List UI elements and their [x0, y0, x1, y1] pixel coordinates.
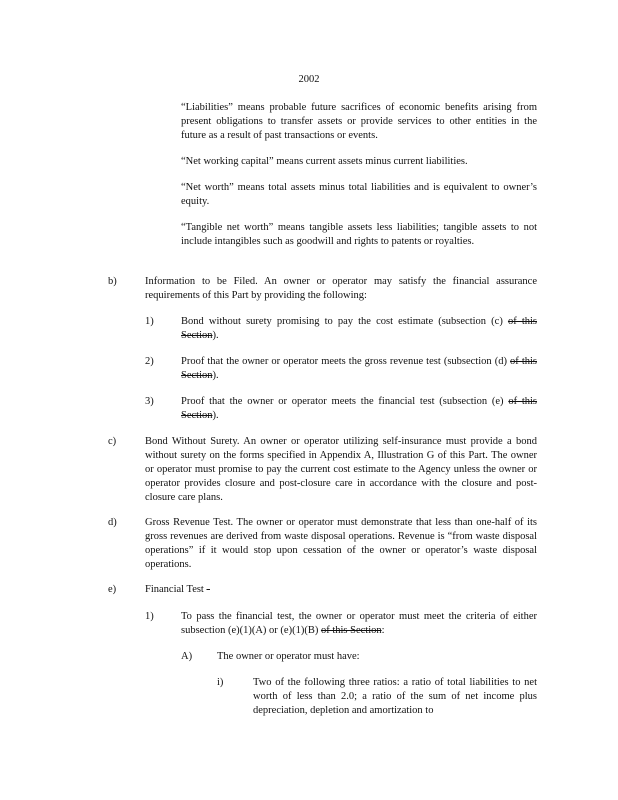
section-e-heading [145, 583, 537, 597]
section-b-item-3-label: 3) [145, 396, 154, 407]
page-number: 2002 [298, 74, 320, 85]
item-text: To pass the financial test, the owner or operator must meet the criteria of either subsection (e)(1)(A) or (e)(1)(B) [181, 611, 537, 636]
item-text-end: ). [212, 410, 219, 421]
section-b-item-1-label: 1) [145, 316, 154, 327]
struck-text: of this Section [181, 356, 537, 381]
section-e-item-i-label: i) [217, 677, 224, 688]
item-text: Proof that the owner or operator meets the gross revenue test (subsection (d) [181, 356, 507, 367]
definition-liabilities: “Liabilities” means probable future sacrifices of economic benefits arising from present obligations to transfer assets or provide services to other entities in the future as a result of past transactions or events. [181, 102, 537, 141]
section-b-item-1-text [181, 315, 537, 343]
section-e-item-a-text: The owner or operator must have: [217, 651, 360, 662]
section-b-text: Information to be Filed. An owner or operator may satisfy the financial assurance requirements of this Part by providing the following: [145, 276, 537, 301]
definition-net-worth: “Net worth” means total assets minus total liabilities and is equivalent to owner’s equity. [181, 182, 537, 207]
section-b-label: b) [108, 276, 117, 287]
section-c-label: c) [108, 436, 117, 447]
definition-net-working-capital: “Net working capital” means current assets minus current liabilities. [181, 156, 468, 167]
item-text-end: ). [212, 370, 219, 381]
section-e-item-1-text [181, 610, 537, 638]
item-text-end: : [381, 625, 385, 636]
struck-text: of this Section [181, 396, 538, 421]
definition-tangible-net-worth: “Tangible net worth” means tangible assets less liabilities; tangible assets to not include intangibles such as goodwill and rights to patents or royalties. [181, 222, 537, 247]
section-e-item-1-label: 1) [145, 611, 154, 622]
section-b-item-2-text [181, 355, 537, 383]
struck-text: of this Section [320, 625, 382, 636]
item-text: Bond without surety promising to pay the cost estimate (subsection (c) [181, 316, 503, 327]
item-text: Proof that the owner or operator meets the financial test (subsection (e) [181, 396, 504, 407]
section-e-heading-text: Financial Test [145, 584, 204, 595]
section-e-item-i-text: Two of the following three ratios: a ratio of total liabilities to net worth of less than 2.0; a ratio of the sum of net income plus depreciation, depletion and amortization to [253, 677, 537, 716]
struck-text: - [206, 584, 210, 595]
section-b-item-3-text [181, 395, 537, 423]
section-b-item-2-label: 2) [145, 356, 154, 367]
section-d-label: d) [108, 517, 117, 528]
section-c-text: Bond Without Surety. An owner or operator utilizing self-insurance must provide a bond without surety on the forms specified in Appendix A, Illustration G of this Part. The owner or operator must promise to pay the current cost estimate to the Agency unless the owner or operator provides closure and post-closure care in accordance with the closure and post-closure care plans. [145, 436, 537, 503]
section-e-label: e) [108, 584, 117, 595]
section-d-text: Gross Revenue Test. The owner or operator must demonstrate that less than one-half of its gross revenues are derived from waste disposal operations. Revenue is “from waste disposal operations” if it would stop upon cessation of the owner or operator’s waste disposal operations. [145, 517, 537, 570]
item-text-end: ). [212, 330, 219, 341]
section-e-item-a-label: A) [181, 651, 193, 662]
struck-text: of this Section [181, 316, 537, 341]
